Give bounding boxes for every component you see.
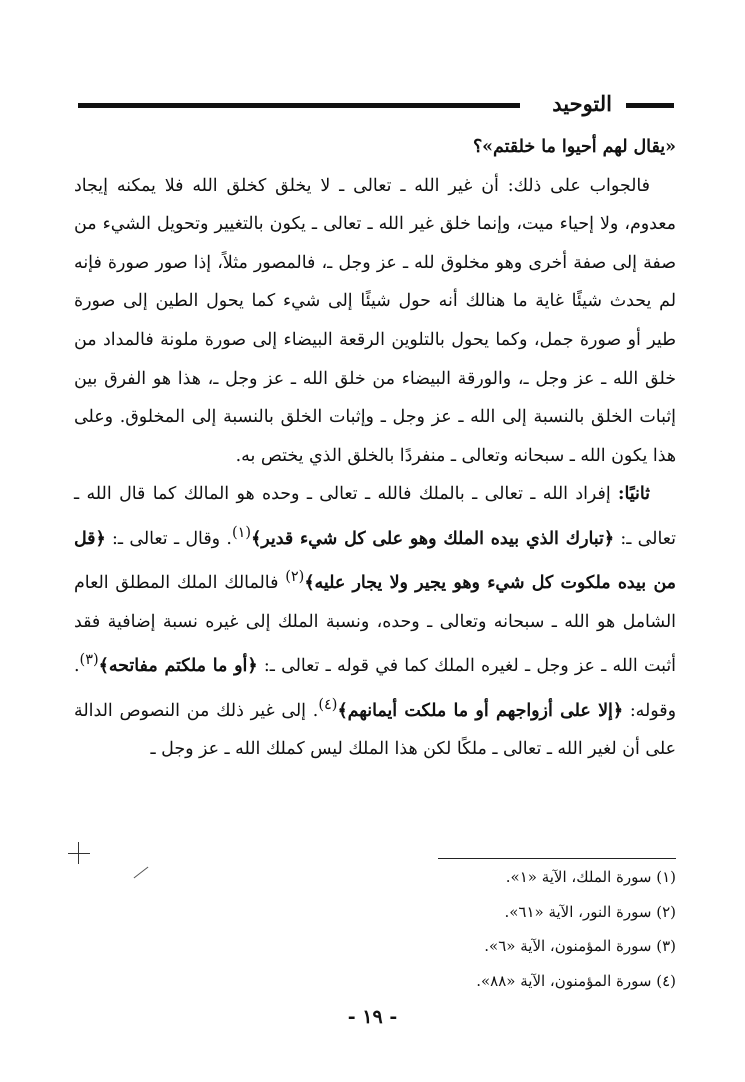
page-number: - ١٩ - bbox=[347, 1006, 398, 1028]
header-rule-long bbox=[78, 103, 520, 108]
footnote-item: (٢) سورة النور، الآية «٦١». bbox=[504, 902, 676, 921]
footnote-separator bbox=[438, 858, 676, 859]
footnote-item: (٣) سورة المؤمنون، الآية «٦». bbox=[484, 937, 676, 955]
quran-verse: ﴿إلا على أزواجهم أو ما ملكت أيمانهم﴾ bbox=[337, 700, 624, 721]
header-title: التوحيد bbox=[552, 91, 612, 116]
footnote-item: (٤) سورة المؤمنون، الآية «٨٨». bbox=[476, 971, 676, 990]
paragraph-text: . إلى غير ذلك من النصوص الدالة على أن لغير الله ـ تعالى ـ ملكًا لكن هذا الملك ليس كملك الله ـ عز وجل ـ bbox=[74, 700, 676, 760]
running-header bbox=[78, 88, 674, 124]
opening-line: «يقال لهم أحيوا ما خلقتم»؟ bbox=[472, 137, 676, 157]
footnote-ref: (٤) bbox=[318, 696, 338, 713]
quran-verse: ﴿تبارك الذي بيده الملك وهو على كل شيء قدير﴾ bbox=[251, 528, 615, 549]
paragraph-text: . وقال ـ تعالى ـ: bbox=[105, 528, 232, 549]
quran-verse: ﴿أو ما ملكتم مفاتحه﴾ bbox=[98, 656, 258, 677]
pen-mark-cross bbox=[68, 842, 90, 864]
paragraph-first: فالجواب على ذلك: أن غير الله ـ تعالى ـ لا يخلق كخلق الله فلا يمكنه إيجاد معدوم، ولا إحياء ميت، وإنما خلق غير الله ـ تعالى ـ يكون بالتغيير وتحويل الشيء من صفة إلى صفة أخرى وهو مخلوق لله ـ عز وجل ـ، فالمصور مثلاً، إذا صور صورة فإنه لم يحدث شيئًا غاية ما هنالك أنه حول شيئًا إلى شيء كما يحول الطين إلى صورة طير أو صورة جمل، وكما يحول بالتلوين الرقعة البيضاء إلى صورة ملونة فالمداد من خلق الله ـ عز وجل ـ، والورقة البيضاء من خلق الله ـ عز وجل ـ، هذا هو الفرق بين إثبات الخلق بالنسبة إلى الله ـ عز وجل ـ وإثبات الخلق بالنسبة إلى المخلوق. وعلى هذا يكون الله ـ سبحانه وتعالى ـ منفردًا بالخلق الذي يختص به. bbox=[74, 175, 676, 466]
pen-mark-stroke bbox=[134, 867, 149, 879]
footnote-ref: (٣) bbox=[79, 652, 99, 669]
footnote-ref: (٢) bbox=[285, 569, 305, 586]
paragraph-text: . وقوله: bbox=[74, 656, 676, 721]
paragraph-text: إفراد الله ـ تعالى ـ بالملك فالله ـ تعالى ـ وحده هو المالك كما قال الله ـ تعالى ـ: bbox=[74, 484, 676, 549]
footnote-ref: (١) bbox=[231, 524, 252, 541]
footnotes bbox=[300, 860, 676, 998]
header-rule-short bbox=[626, 103, 674, 108]
paragraph-second bbox=[74, 475, 676, 768]
quran-verse: ﴿قل من بيده ملكوت كل شيء وهو يجير ولا يجار عليه﴾ bbox=[74, 528, 676, 594]
paragraph-lead: ثانيًا: bbox=[618, 484, 650, 505]
footnote-item: (١) سورة الملك، الآية «١». bbox=[505, 868, 676, 886]
paragraph-text: فالمالك الملك المطلق العام الشامل هو الله ـ سبحانه وتعالى ـ وحده، ونسبة الملك إلى غيره نسبة إضافية فقد أثبت الله ـ عز وجل ـ لغيره الملك كما في قوله ـ تعالى ـ: bbox=[74, 573, 676, 677]
main-text bbox=[74, 128, 676, 769]
